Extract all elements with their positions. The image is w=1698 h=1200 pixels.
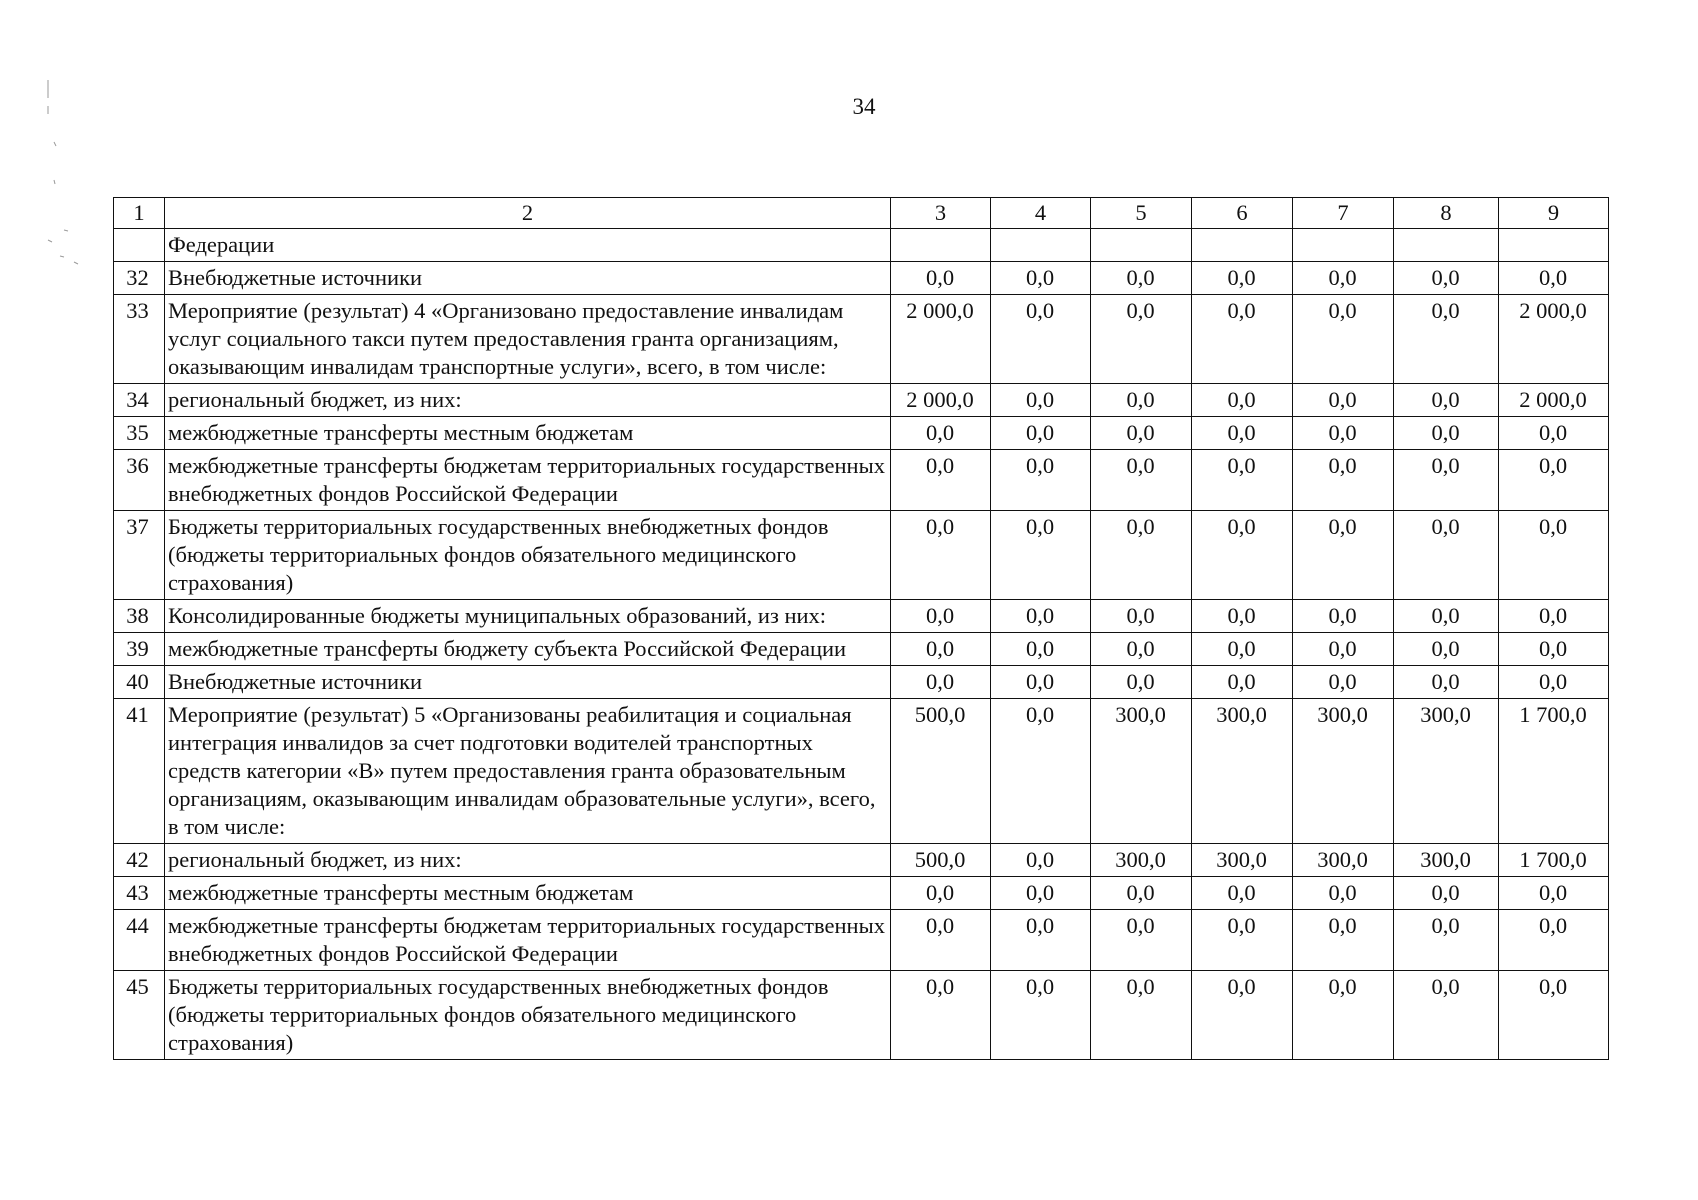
value-cell: 0,0 xyxy=(1499,877,1609,910)
table-row xyxy=(114,262,1609,295)
value-cell: 0,0 xyxy=(1394,295,1499,384)
table-row xyxy=(114,844,1609,877)
value-cell: 0,0 xyxy=(991,877,1091,910)
table-row xyxy=(114,384,1609,417)
value-cell xyxy=(1192,229,1293,262)
value-cell: 0,0 xyxy=(1293,877,1394,910)
row-number: 32 xyxy=(114,262,165,295)
value-cell: 0,0 xyxy=(1091,633,1192,666)
row-number: 36 xyxy=(114,450,165,511)
value-cell: 0,0 xyxy=(1091,971,1192,1060)
value-cell: 1 700,0 xyxy=(1499,844,1609,877)
row-number: 39 xyxy=(114,633,165,666)
row-number: 38 xyxy=(114,600,165,633)
value-cell: 0,0 xyxy=(1192,295,1293,384)
value-cell: 300,0 xyxy=(1192,844,1293,877)
value-cell: 0,0 xyxy=(1192,971,1293,1060)
value-cell: 500,0 xyxy=(891,699,991,844)
row-number: 37 xyxy=(114,511,165,600)
value-cell: 0,0 xyxy=(1499,910,1609,971)
value-cell: 0,0 xyxy=(1293,295,1394,384)
value-cell: 0,0 xyxy=(1394,971,1499,1060)
value-cell: 0,0 xyxy=(991,971,1091,1060)
table-row xyxy=(114,877,1609,910)
value-cell: 0,0 xyxy=(891,417,991,450)
value-cell: 2 000,0 xyxy=(891,384,991,417)
value-cell: 300,0 xyxy=(1293,699,1394,844)
row-description: межбюджетные трансферты бюджету субъекта Российской Федерации xyxy=(165,633,891,666)
value-cell: 0,0 xyxy=(1293,633,1394,666)
value-cell: 0,0 xyxy=(1091,666,1192,699)
value-cell: 0,0 xyxy=(1091,262,1192,295)
row-description: Федерации xyxy=(165,229,891,262)
value-cell: 0,0 xyxy=(1192,450,1293,511)
value-cell: 0,0 xyxy=(891,600,991,633)
value-cell xyxy=(991,229,1091,262)
value-cell: 0,0 xyxy=(1192,511,1293,600)
table-row xyxy=(114,633,1609,666)
value-cell: 0,0 xyxy=(1499,971,1609,1060)
row-description: региональный бюджет, из них: xyxy=(165,844,891,877)
value-cell: 0,0 xyxy=(1499,262,1609,295)
value-cell: 0,0 xyxy=(1091,417,1192,450)
header-cell: 5 xyxy=(1091,198,1192,229)
header-cell: 8 xyxy=(1394,198,1499,229)
table-row xyxy=(114,417,1609,450)
row-description: межбюджетные трансферты бюджетам территориальных государственных внебюджетных фондов Российской Федерации xyxy=(165,450,891,511)
value-cell: 0,0 xyxy=(1192,417,1293,450)
row-number: 41 xyxy=(114,699,165,844)
row-description: межбюджетные трансферты местным бюджетам xyxy=(165,417,891,450)
table-row xyxy=(114,229,1609,262)
value-cell: 300,0 xyxy=(1091,844,1192,877)
value-cell: 0,0 xyxy=(1192,666,1293,699)
value-cell: 0,0 xyxy=(1394,633,1499,666)
value-cell: 0,0 xyxy=(1091,450,1192,511)
value-cell: 2 000,0 xyxy=(891,295,991,384)
value-cell: 0,0 xyxy=(1192,262,1293,295)
value-cell: 0,0 xyxy=(1091,600,1192,633)
value-cell: 0,0 xyxy=(891,262,991,295)
header-cell: 6 xyxy=(1192,198,1293,229)
value-cell: 300,0 xyxy=(1091,699,1192,844)
value-cell: 0,0 xyxy=(991,262,1091,295)
value-cell: 0,0 xyxy=(1293,910,1394,971)
value-cell: 0,0 xyxy=(891,971,991,1060)
value-cell: 0,0 xyxy=(1499,450,1609,511)
value-cell: 0,0 xyxy=(1091,511,1192,600)
value-cell: 0,0 xyxy=(1293,417,1394,450)
value-cell: 0,0 xyxy=(1091,295,1192,384)
table-row xyxy=(114,600,1609,633)
value-cell: 0,0 xyxy=(1091,384,1192,417)
value-cell: 0,0 xyxy=(991,450,1091,511)
value-cell: 0,0 xyxy=(1091,877,1192,910)
value-cell: 0,0 xyxy=(991,666,1091,699)
value-cell: 0,0 xyxy=(1394,511,1499,600)
value-cell: 0,0 xyxy=(991,511,1091,600)
value-cell: 0,0 xyxy=(991,699,1091,844)
value-cell xyxy=(891,229,991,262)
row-number: 40 xyxy=(114,666,165,699)
value-cell: 0,0 xyxy=(1394,910,1499,971)
value-cell: 0,0 xyxy=(1293,511,1394,600)
value-cell: 0,0 xyxy=(1293,384,1394,417)
value-cell: 1 700,0 xyxy=(1499,699,1609,844)
row-description: Мероприятие (результат) 4 «Организовано предоставление инвалидам услуг социального такси путем предоставления гранта организациям, оказывающим инвалидам транспортные услуги», всего, в том числе: xyxy=(165,295,891,384)
row-number: 34 xyxy=(114,384,165,417)
value-cell: 0,0 xyxy=(1499,511,1609,600)
value-cell: 300,0 xyxy=(1394,699,1499,844)
row-description: межбюджетные трансферты местным бюджетам xyxy=(165,877,891,910)
row-description: Бюджеты территориальных государственных внебюджетных фондов (бюджеты территориальных фондов обязательного медицинского страхования) xyxy=(165,511,891,600)
value-cell: 2 000,0 xyxy=(1499,295,1609,384)
value-cell: 0,0 xyxy=(1192,877,1293,910)
value-cell: 0,0 xyxy=(1394,384,1499,417)
row-number: 45 xyxy=(114,971,165,1060)
value-cell: 0,0 xyxy=(1394,600,1499,633)
value-cell: 0,0 xyxy=(1394,450,1499,511)
value-cell: 0,0 xyxy=(1192,633,1293,666)
value-cell: 0,0 xyxy=(891,633,991,666)
row-description: Мероприятие (результат) 5 «Организованы реабилитация и социальная интеграция инвалидов за счет подготовки водителей транспортных средств категории «В» путем предоставления гранта образовательным организациям, оказывающим инвалидам образовательные услуги», всего, в том числе: xyxy=(165,699,891,844)
table-row xyxy=(114,666,1609,699)
header-cell: 9 xyxy=(1499,198,1609,229)
value-cell: 500,0 xyxy=(891,844,991,877)
value-cell: 0,0 xyxy=(1293,600,1394,633)
value-cell xyxy=(1499,229,1609,262)
table-header-row xyxy=(114,198,1609,229)
value-cell: 0,0 xyxy=(1394,877,1499,910)
value-cell: 0,0 xyxy=(1192,910,1293,971)
value-cell: 300,0 xyxy=(1192,699,1293,844)
row-number: 44 xyxy=(114,910,165,971)
value-cell: 0,0 xyxy=(891,877,991,910)
row-description: Бюджеты территориальных государственных внебюджетных фондов (бюджеты территориальных фондов обязательного медицинского страхования) xyxy=(165,971,891,1060)
row-description: межбюджетные трансферты бюджетам территориальных государственных внебюджетных фондов Российской Федерации xyxy=(165,910,891,971)
value-cell: 0,0 xyxy=(1091,910,1192,971)
header-cell: 7 xyxy=(1293,198,1394,229)
row-number: 43 xyxy=(114,877,165,910)
value-cell: 2 000,0 xyxy=(1499,384,1609,417)
row-description: Внебюджетные источники xyxy=(165,262,891,295)
value-cell: 0,0 xyxy=(1192,384,1293,417)
value-cell: 0,0 xyxy=(891,666,991,699)
value-cell: 0,0 xyxy=(1293,666,1394,699)
row-description: Внебюджетные источники xyxy=(165,666,891,699)
value-cell: 0,0 xyxy=(1293,971,1394,1060)
value-cell: 0,0 xyxy=(1192,600,1293,633)
row-description: региональный бюджет, из них: xyxy=(165,384,891,417)
value-cell: 0,0 xyxy=(1499,417,1609,450)
value-cell xyxy=(1293,229,1394,262)
value-cell: 0,0 xyxy=(1499,600,1609,633)
value-cell: 300,0 xyxy=(1394,844,1499,877)
value-cell: 0,0 xyxy=(991,844,1091,877)
value-cell: 0,0 xyxy=(891,910,991,971)
table-body xyxy=(114,198,1609,1060)
value-cell: 0,0 xyxy=(1499,666,1609,699)
value-cell: 0,0 xyxy=(991,910,1091,971)
value-cell xyxy=(1394,229,1499,262)
value-cell: 0,0 xyxy=(1293,450,1394,511)
value-cell: 0,0 xyxy=(991,295,1091,384)
budget-table xyxy=(113,197,1609,1060)
table-row xyxy=(114,450,1609,511)
value-cell: 0,0 xyxy=(991,417,1091,450)
table-row xyxy=(114,971,1609,1060)
value-cell: 0,0 xyxy=(891,450,991,511)
value-cell: 0,0 xyxy=(1394,666,1499,699)
value-cell xyxy=(1091,229,1192,262)
table-row xyxy=(114,295,1609,384)
header-cell: 2 xyxy=(165,198,891,229)
value-cell: 0,0 xyxy=(1394,262,1499,295)
row-number: 42 xyxy=(114,844,165,877)
table-row xyxy=(114,699,1609,844)
value-cell: 0,0 xyxy=(1293,262,1394,295)
header-cell: 4 xyxy=(991,198,1091,229)
value-cell: 0,0 xyxy=(1394,417,1499,450)
value-cell: 0,0 xyxy=(991,633,1091,666)
header-cell: 3 xyxy=(891,198,991,229)
value-cell: 0,0 xyxy=(891,511,991,600)
value-cell: 0,0 xyxy=(991,600,1091,633)
header-cell: 1 xyxy=(114,198,165,229)
row-number xyxy=(114,229,165,262)
row-description: Консолидированные бюджеты муниципальных образований, из них: xyxy=(165,600,891,633)
row-number: 35 xyxy=(114,417,165,450)
value-cell: 0,0 xyxy=(991,384,1091,417)
value-cell: 300,0 xyxy=(1293,844,1394,877)
page-number: 34 xyxy=(852,94,876,119)
table-row xyxy=(114,511,1609,600)
value-cell: 0,0 xyxy=(1499,633,1609,666)
row-number: 33 xyxy=(114,295,165,384)
table-row xyxy=(114,910,1609,971)
